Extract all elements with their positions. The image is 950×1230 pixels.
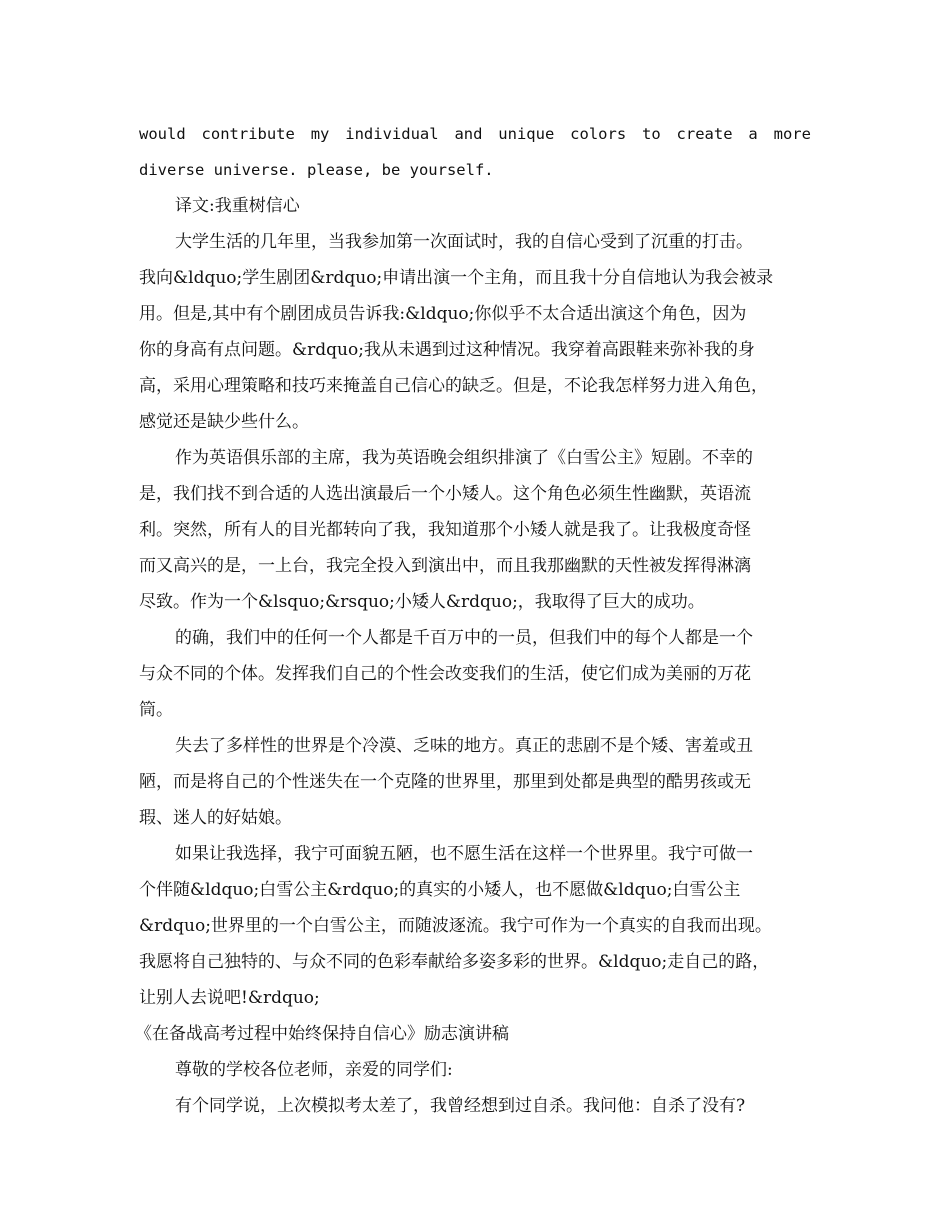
word: to [642, 125, 661, 143]
text-line: 的确，我们中的任何一个人都是千百万中的一员，但我们中的每个人都是一个 [175, 628, 753, 648]
text-line: 个伴随&ldquo;白雪公主&rdquo;的真实的小矮人，也不愿做&ldquo;白雪公主 [139, 880, 741, 900]
text-line: 作为英语俱乐部的主席，我为英语晚会组织排演了《白雪公主》短剧。不幸的 [175, 448, 753, 468]
paragraph-5 [139, 836, 811, 1016]
text-line: 我愿将自己独特的、与众不同的色彩奉献给多姿多彩的世界。&ldquo;走自己的路， [139, 952, 770, 972]
text-line: 而又高兴的是，一上台，我完全投入到演出中，而且我那幽默的天性被发挥得淋漓 [139, 556, 751, 576]
word: unique [498, 125, 555, 143]
paragraph-1 [139, 224, 811, 440]
text-line: &rdquo;世界里的一个白雪公主，而随波逐流。我宁可作为一个真实的自我而出现。 [139, 916, 772, 936]
paragraph-4 [139, 728, 811, 836]
translation-heading: 译文:我重树信心 [175, 196, 300, 216]
text-line: 我向&ldquo;学生剧团&rdquo;申请出演一个主角，而且我十分自信地认为我会被录 [139, 268, 774, 288]
text-line: 是，我们找不到合适的人选出演最后一个小矮人。这个角色必须生性幽默，英语流 [139, 484, 751, 504]
greeting: 尊敬的学校各位老师，亲爱的同学们: [175, 1060, 453, 1080]
text-line: 大学生活的几年里，当我参加第一次面试时，我的自信心受到了沉重的打击。 [175, 232, 753, 252]
paragraph-3 [139, 620, 811, 728]
text-line: 与众不同的个体。发挥我们自己的个性会改变我们的生活，使它们成为美丽的万花 [139, 664, 751, 684]
word: and [454, 125, 483, 143]
paragraph-2 [139, 440, 811, 620]
text-line: 感觉还是缺少些什么。 [139, 412, 309, 432]
text-line: 尽致。作为一个&lsquo;&rsquo;小矮人&rdquo;，我取得了巨大的成功。 [139, 592, 705, 612]
word: my [310, 125, 330, 143]
text-line: 有个同学说，上次模拟考太差了，我曾经想到过自杀。我问他：自杀了没有? [175, 1096, 746, 1116]
word: individual [345, 125, 439, 143]
text-line: 陋，而是将自己的个性迷失在一个克隆的世界里，那里到处都是典型的酷男孩或无 [139, 772, 751, 792]
word: more [773, 125, 811, 143]
english-line-2: diverse universe. please, be yourself. [139, 161, 494, 179]
word: would [139, 125, 186, 143]
text-line: 瑕、迷人的好姑娘。 [139, 808, 292, 828]
text-line: 你的身高有点问题。&rdquo;我从未遇到过这种情况。我穿着高跟鞋来弥补我的身 [139, 340, 755, 360]
text-line: 让别人去说吧!&rdquo; [139, 988, 320, 1008]
word: create [676, 125, 733, 143]
document-page [135, 116, 811, 1124]
text-line: 高，采用心理策略和技巧来掩盖自己信心的缺乏。但是，不论我怎样努力进入角色， [139, 376, 768, 396]
text-line: 筒。 [139, 700, 173, 720]
english-line-1 [139, 116, 811, 152]
word: colors [570, 125, 627, 143]
word: a [748, 125, 758, 143]
text-line: 利。突然，所有人的目光都转向了我，我知道那个小矮人就是我了。让我极度奇怪 [139, 520, 751, 540]
text-line: 失去了多样性的世界是个冷漠、乏味的地方。真正的悲剧不是个矮、害羞或丑 [175, 736, 753, 756]
text-line: 如果让我选择，我宁可面貌五陋，也不愿生活在这样一个世界里。我宁可做一 [175, 844, 753, 864]
word: contribute [201, 125, 295, 143]
text-line: 用。但是,其中有个剧团成员告诉我:&ldquo;你似乎不太合适出演这个角色，因为 [139, 304, 747, 324]
speech-title: 《在备战高考过程中始终保持自信心》励志演讲稿 [135, 1024, 509, 1044]
